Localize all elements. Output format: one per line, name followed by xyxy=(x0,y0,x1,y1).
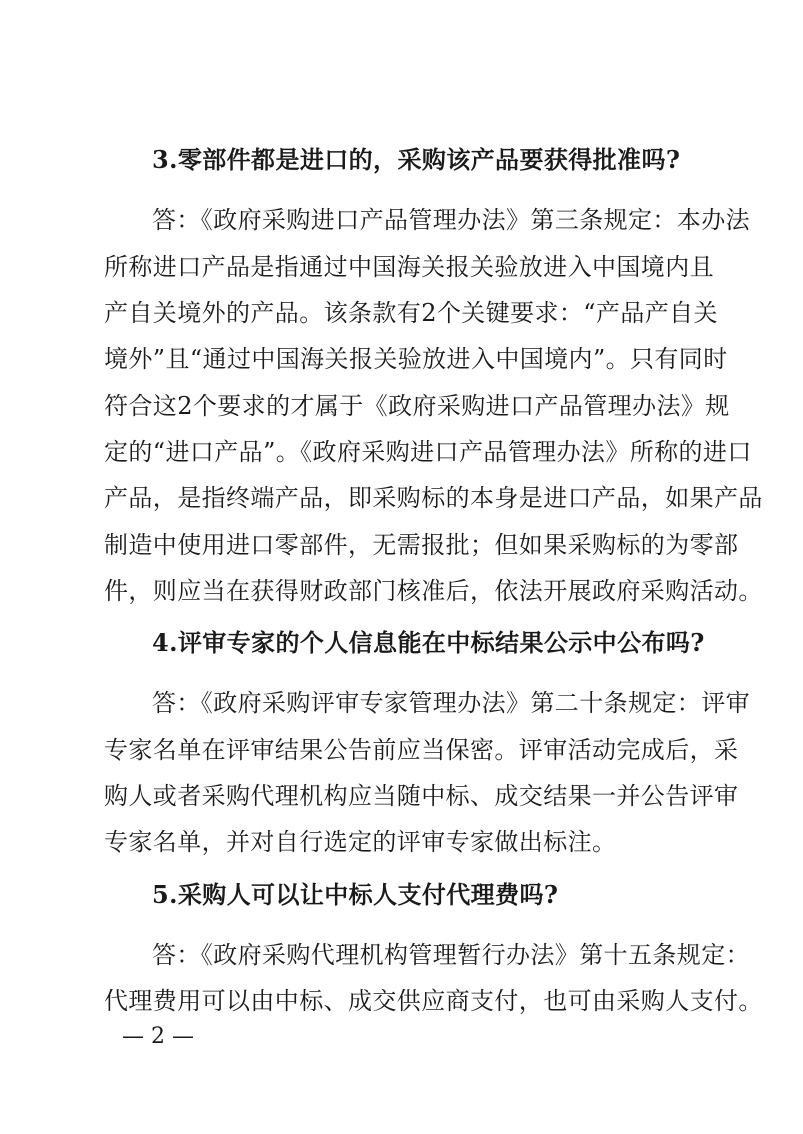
paragraph-line: 件，则应当在获得财政部门核准后，依法开展政府采购活动。 xyxy=(104,577,763,605)
paragraph-line: 答：《政府采购评审专家管理办法》第二十条规定：评审 xyxy=(152,689,750,717)
paragraph-line: 答：《政府采购代理机构管理暂行办法》第十五条规定： xyxy=(152,941,750,969)
paragraph-line: 境外”且“通过中国海关报关验放进入中国境内”。只有同时 xyxy=(104,345,728,373)
paragraph-line: 答：《政府采购进口产品管理办法》第三条规定：本办法 xyxy=(152,206,750,234)
page-number: — 2 — xyxy=(122,1024,194,1049)
paragraph-line: 符合这2个要求的才属于《政府采购进口产品管理办法》规 xyxy=(104,392,730,420)
section-heading-3: 3.零部件都是进口的，采购该产品要获得批准吗? xyxy=(152,145,681,174)
section-heading-4: 4.评审专家的个人信息能在中标结果公示中公布吗? xyxy=(152,628,705,657)
paragraph-line: 定的“进口产品”。《政府采购进口产品管理办法》所称的进口 xyxy=(104,438,752,466)
paragraph-line: 产品，是指终端产品，即采购标的本身是进口产品，如果产品 xyxy=(104,484,763,512)
paragraph-line: 专家名单在评审结果公告前应当保密。评审活动完成后，采 xyxy=(104,736,739,764)
paragraph-line: 代理费用可以由中标、成交供应商支付，也可由采购人支付。 xyxy=(104,987,763,1015)
paragraph-line: 制造中使用进口零部件，无需报批；但如果采购标的为零部 xyxy=(104,531,739,559)
section-heading-5: 5.采购人可以让中标人支付代理费吗? xyxy=(152,880,559,909)
paragraph-line: 所称进口产品是指通过中国海关报关验放进入中国境内且 xyxy=(104,253,714,281)
paragraph-line: 购人或者采购代理机构应当随中标、成交结果一并公告评审 xyxy=(104,782,739,810)
paragraph-line: 专家名单，并对自行选定的评审专家做出标注。 xyxy=(104,828,617,856)
paragraph-line: 产自关境外的产品。该条款有2个关键要求：“产品产自关 xyxy=(104,299,718,327)
